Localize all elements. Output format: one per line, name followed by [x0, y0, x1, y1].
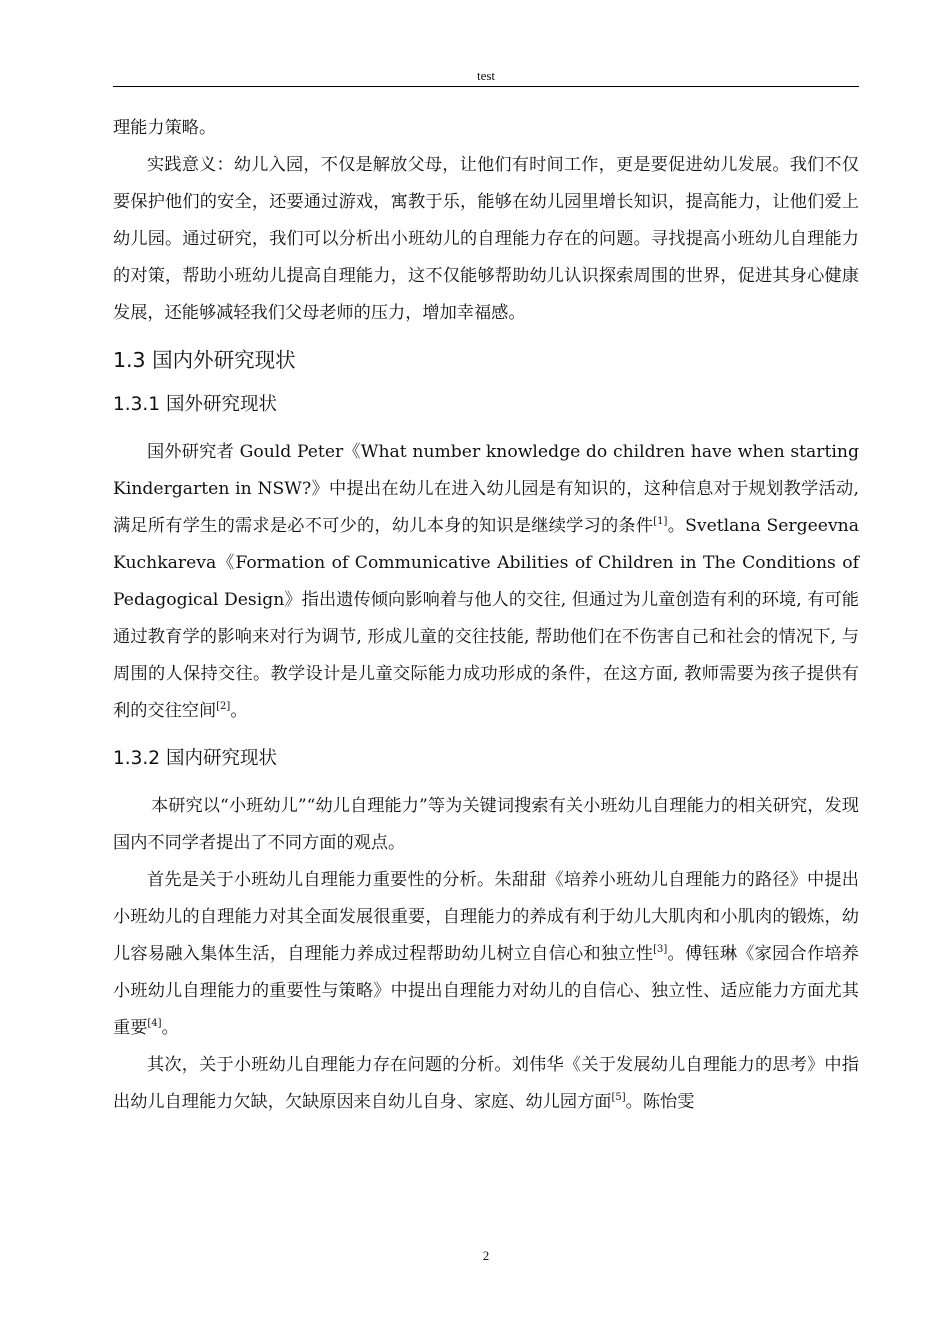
text-run: 。Svetlana Sergeevna Kuchkareva《Formation of Communicative Abilities of Children in The Conditions of Pedagogical Design》指出遗传倾向影响着与他人的交往, 但通过为儿童创造有利的环境, 有可能通过教育学的影响来对行为调节, 形成儿童的交往技能, 帮助他们在不伤害自己和社会的情况下, 与周围的人保持交往。教学设计是儿童交际能力成功形成的条件，在这方面, 教师需要为孩子提供有利的交往空间: [113, 516, 859, 721]
subsection-heading-1-3-2: 1.3.2 国内研究现状: [113, 748, 277, 769]
text-run: 。: [230, 701, 248, 721]
subsection-heading-1-3-1: 1.3.1 国外研究现状: [113, 394, 277, 415]
page-header: test: [476, 68, 496, 83]
header-divider: [113, 86, 859, 87]
page-number: 2: [482, 1248, 490, 1263]
text-run: 。: [161, 1018, 179, 1038]
page-body: [113, 110, 859, 1121]
paragraph-problem-analysis: [113, 1047, 859, 1121]
citation-ref-3: [3]: [653, 944, 668, 955]
citation-ref-4: [4]: [147, 1018, 162, 1029]
citation-ref-5: [5]: [611, 1092, 626, 1103]
citation-ref-1: [1]: [653, 516, 668, 527]
text-run: 其次，关于小班幼儿自理能力存在问题的分析。刘伟华《关于发展幼儿自理能力的思考》中指出幼儿自理能力欠缺，欠缺原因来自幼儿自身、家庭、幼儿园方面: [113, 1055, 859, 1112]
paragraph-continuation: 理能力策略。: [113, 118, 217, 138]
paragraph-importance-analysis: [113, 862, 859, 1047]
citation-ref-2: [2]: [216, 701, 231, 712]
paragraph-foreign-research: [113, 434, 859, 730]
section-heading-1-3: 1.3 国内外研究现状: [113, 348, 296, 372]
paragraph-practical-significance: 实践意义：幼儿入园，不仅是解放父母，让他们有时间工作，更是要促进幼儿发展。我们不仅要保护他们的安全，还要通过游戏，寓教于乐，能够在幼儿园里增长知识，提高能力，让他们爱上幼儿园。通过研究，我们可以分析出小班幼儿的自理能力存在的问题。寻找提高小班幼儿自理能力的对策，帮助小班幼儿提高自理能力，这不仅能够帮助幼儿认识探索周围的世界，促进其身心健康发展，还能够减轻我们父母老师的压力，增加幸福感。: [113, 155, 859, 323]
text-run: 。陈怡雯: [625, 1092, 695, 1112]
text-run: 。傅钰琳《家园合作培养小班幼儿自理能力的重要性与策略》中提出自理能力对幼儿的自信心、独立性、适应能力方面尤其重要: [113, 944, 859, 1038]
text-run: 国外研究者 Gould Peter《What number knowledge do children have when starting Kindergarten in NSW?》中提出在幼儿在进入幼儿园是有知识的，这种信息对于规划教学活动, 满足所有学生的需求是必不可少的，幼儿本身的知识是继续学习的条件: [113, 442, 859, 536]
text-run: 首先是关于小班幼儿自理能力重要性的分析。朱甜甜《培养小班幼儿自理能力的路径》中提出小班幼儿的自理能力对其全面发展很重要，自理能力的养成有利于幼儿大肌肉和小肌肉的锻炼，幼儿容易融入集体生活，自理能力养成过程帮助幼儿树立自信心和独立性: [113, 870, 859, 964]
paragraph-domestic-intro: 本研究以“小班幼儿”“幼儿自理能力”等为关键词搜索有关小班幼儿自理能力的相关研究，发现国内不同学者提出了不同方面的观点。: [113, 796, 859, 853]
